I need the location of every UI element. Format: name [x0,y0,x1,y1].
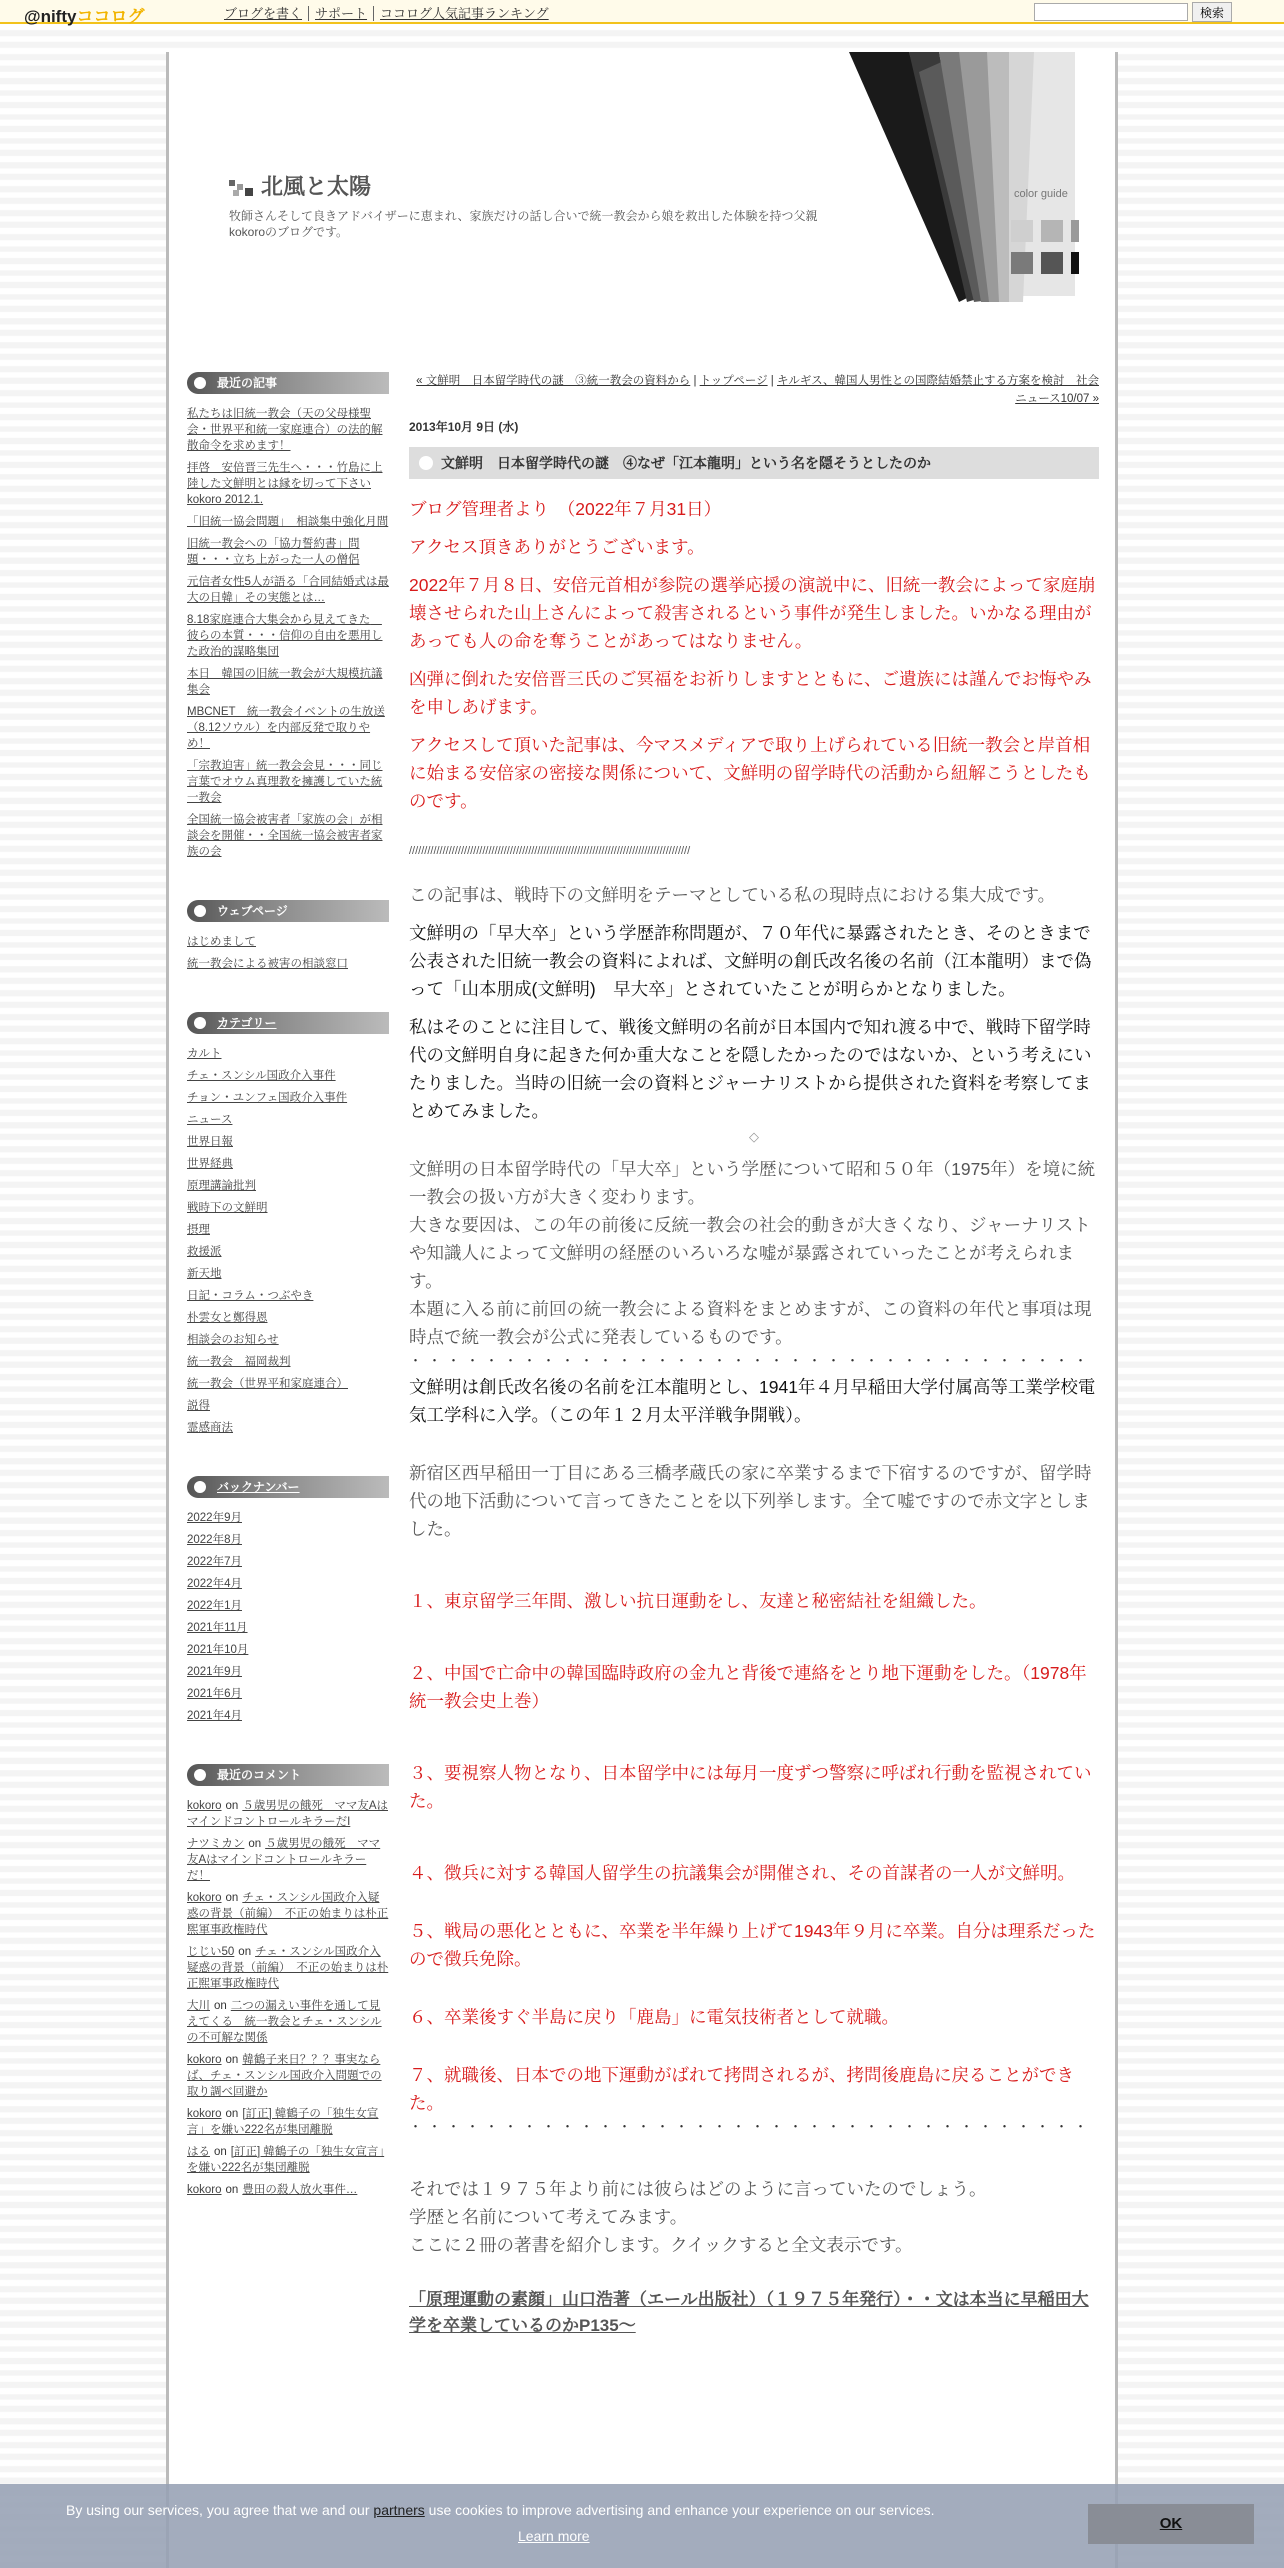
categories-list [187,1046,389,1436]
comment-post-link[interactable]: チェ・スンシル国政介入疑惑の背景（前編） 不正の始まりは朴正煕軍事政権時代 [187,1892,389,1936]
search-input[interactable] [1034,3,1188,21]
comment-author-link[interactable]: kokoro [187,2108,222,2120]
comment-item [187,1998,389,2046]
claim-item: ５、戦局の悪化とともに、卒業を半年繰り上げて1943年９月に卒業。自分は理系だったので徴兵免除。 [409,1921,1096,1969]
lodging-paragraph: 新宿区西早稲田一丁目にある三橋孝蔵氏の家に卒業するまで下宿するのですが、留学時代の地下活動について言ってきたことを以下列挙します。全て嘘ですので赤文字としました。 [409,1463,1092,1539]
comment-post-link[interactable]: 韓鶴子来日？？？事実ならば、チェ・スンシル国政介入問題での取り調べ回避か [187,2054,382,2098]
webpage-item [187,934,389,950]
condolence-paragraph: 凶弾に倒れた安倍晋三氏のご冥福をお祈りしますとともに、ご遺族には謹んでお悔やみを申しあげます。 [409,669,1092,717]
recent-post-item [187,406,389,454]
category-link[interactable]: 統一教会（世界平和家庭連合） [187,1378,348,1390]
claim-item: ４、徴兵に対する韓国人留学生の抗議集会が開催され、その首謀者の一人が文鮮明。 [409,1863,1076,1883]
category-link[interactable]: ニュース [187,1114,233,1126]
webpages-list [187,934,389,972]
cookie-banner [0,2484,1284,2568]
comment-item [187,1798,389,1830]
color-guide-label: color guide [1014,188,1068,200]
dotted-divider: ・・・・・・・・・・・・・・・・・・・・・・・・・・・・・・・・・・・・ [409,2119,1094,2134]
consider-paragraph: 学歴と名前について考えてみます。 [409,2207,688,2227]
backnumber-link[interactable]: 2022年8月 [187,1534,242,1546]
category-item [187,1068,389,1084]
color-guide-fan-icon [769,52,1079,302]
backnumber-list [187,1510,389,1724]
recent-posts-list [187,406,389,860]
backnumber-link[interactable]: 2022年1月 [187,1600,242,1612]
comment-author-link[interactable]: ナツミカン [187,1838,245,1850]
recent-post-link[interactable]: 拝啓 安倍晋三先生へ・・・竹島に上陸した文鮮明とは縁を切って下さい kokoro 2012.1. [187,462,383,506]
ranking-link[interactable]: ココログ人気記事ランキング [380,6,549,21]
top-page-link[interactable]: トップページ [699,375,768,387]
category-link[interactable]: チョン・ユンフェ国政介入事件 [187,1092,348,1104]
comment-post-link[interactable]: 二つの漏えい事件を通して見えてくる 統一教会とチェ・スンシルの不可解な関係 [187,2000,382,2044]
dotted-divider: ・・・・・・・・・・・・・・・・・・・・・・・・・・・・・・・・・・・・ [409,1353,1094,1368]
article-purpose-paragraph: アクセスして頂いた記事は、今マスメディアで取り上げられている旧統一教会と岸首相に始まる安倍家の密接な関係について、文鮮明の留学時代の活動から紐解こうとしたものです。 [409,735,1091,811]
backnumber-link[interactable]: 2022年9月 [187,1512,242,1524]
category-link[interactable]: チェ・スンシル国政介入事件 [187,1070,336,1082]
comment-author-link[interactable]: kokoro [187,1892,222,1904]
comment-post-link[interactable]: ５歳男児の餓死 ママ友Aはマインドコントロールキラーだ！ [187,1838,381,1882]
category-item [187,1156,389,1172]
separator-line: //////////////////////////////////////////////////////////////////////////////////////////// [409,845,691,857]
backnumber-link[interactable]: 2021年4月 [187,1710,242,1722]
recent-post-item [187,514,389,530]
webpage-item [187,956,389,972]
backnumber-item [187,1708,389,1724]
recent-post-link[interactable]: 「旧統一協会問題」 相談集中強化月間 [187,516,389,528]
blog-title-text: 北風と太陽 [261,174,372,199]
claim-item: ７、就職後、日本での地下運動がばれて拷問されるが、拷問後鹿島に戻ることができた。 [409,2065,1074,2113]
top-links [218,3,555,22]
claim-item: １、東京留学三年間、激しい抗日運動をし、友達と秘密結社を組織した。 [409,1591,987,1611]
category-item [187,1420,389,1436]
question-paragraph: それでは１９７５年より前には彼らはどのように言っていたのでしょう。 [409,2179,987,2199]
intro-paragraph: この記事は、戦時下の文鮮明をテーマとしている私の現時点における集大成です。 [409,885,1056,905]
recent-post-link[interactable]: 元信者女性5人が語る「合同結婚式は最大の日韓」その実態とは… [187,576,389,604]
incident-paragraph: 2022年７月８日、安倍元首相が参院の選挙応援の演説中に、旧統一教会によって家庭崩壊させられた山上さんによって殺害されるという事件が発生しました。いかなる理由があっても人の命を奪うことがあってはなりません。 [409,575,1096,651]
backnumber-link[interactable]: 2022年7月 [187,1556,242,1568]
backnumber-link[interactable]: 2021年9月 [187,1666,242,1678]
recent-post-link[interactable]: MBCNET 統一教会イベントの生放送（8.12ソウル）を内部反発で取りやめ！ [187,706,385,750]
category-item [187,1310,389,1326]
admin-note-heading: ブログ管理者より （2022年７月31日） [409,499,722,519]
category-link[interactable]: カルト [187,1048,222,1060]
comment-post-link[interactable]: チェ・スンシル国政介入疑惑の背景（前編） 不正の始まりは朴正煕軍事政権時代 [187,1946,389,1990]
comment-item [187,2052,389,2100]
category-link[interactable]: 朴雲女と鄭得恩 [187,1312,268,1324]
top-bar [0,0,1284,24]
backnumber-link[interactable]: 2021年10月 [187,1644,249,1656]
comment-post-link[interactable]: [訂正] 韓鶴子の「独生女宣言」を嫌い222名が集団離脱 [187,2146,385,2174]
recent-post-link[interactable]: 8.18家庭連合大集会から見えてきた 彼らの本質・・・信仰の自由を悪用した政治的謀略集団 [187,614,383,658]
recent-post-item [187,460,389,508]
backnumber-item [187,1642,389,1658]
backnumber-link[interactable]: 2021年6月 [187,1688,242,1700]
backnumber-item [187,1554,389,1570]
category-item [187,1134,389,1150]
cause-paragraph: 大きな要因は、この年の前後に反統一教会の社会的動きが大きくなり、ジャーナリストや知識人によって文鮮明の経歴のいろいろな嘘が暴露されていったことが考えられます。 [409,1215,1091,1291]
comment-on-text: on [225,1800,239,1812]
comment-author-link[interactable]: じじい50 [187,1946,235,1958]
backnumber-item [187,1532,389,1548]
cookie-text: By using our services, you agree that we and our partners use cookies to improve advertising and enhance your experience on our services. [66,2502,935,2518]
category-item [187,1354,389,1370]
comment-author-link[interactable]: はる [187,2146,210,2158]
support-link[interactable]: サポート [309,6,374,21]
webpage-link[interactable]: 統一教会による被害の相談窓口 [187,958,348,970]
backnumber-link[interactable]: 2022年4月 [187,1578,242,1590]
comment-author-link[interactable]: kokoro [187,1800,222,1812]
category-item [187,1200,389,1216]
category-item [187,1112,389,1128]
category-link[interactable]: 原理講論批判 [187,1180,256,1192]
summary-paragraph: 本題に入る前に前回の統一教会による資料をまとめますが、この資料の年代と事項は現時点で統一教会が公式に発表しているものです。 [409,1299,1092,1347]
comment-on-text: on [238,1946,252,1958]
thanks-paragraph: アクセス頂きありがとうございます。 [409,537,705,557]
category-item [187,1266,389,1282]
change-paragraph: 文鮮明の日本留学時代の「早大卒」という学歴について昭和５０年（1975年）を境に統一教会の扱い方が大きく変わります。 [409,1159,1096,1207]
blog-description: 牧師さんそして良きアドバイザーに恵まれ、家族だけの話し合いで統一教会から娘を救出した体験を持つ父親kokoroのブログです。 [229,209,818,239]
claim-item: ３、要視察人物となり、日本留学中には毎月一度ずつ警察に呼ばれ行動を監視されていた。 [409,1763,1092,1811]
recent-post-item [187,812,389,860]
comment-item [187,2106,389,2138]
focus-paragraph: 私はそのことに注目して、戦後文鮮明の名前が日本国内で知れ渡る中で、戦時下留学時代の文鮮明自身に起きた何か重大なことを隠したかったのではないか、という考えにいたりました。当時の旧統一会の資料とジャーナリストから提供された資料を考察してまとめてみました。 [409,1017,1092,1121]
categories-heading[interactable]: カテゴリー [187,1012,389,1034]
book-link[interactable]: 「原理運動の素顔」山口浩著（エール出版社）（１９７５年発行）・・文は本当に早稲田大学を卒業しているのかP135〜 [409,2290,1089,2335]
recent-post-link[interactable]: 私たちは旧統一教会（天の父母様聖会・世界平和統一家庭連合）の法的解散命令を求めます！ [187,408,383,452]
backnumber-item [187,1686,389,1702]
nifty-cocolog-logo[interactable] [24,2,144,27]
backnumber-item [187,1620,389,1636]
category-item [187,1332,389,1348]
main-content [409,372,1099,2339]
category-link[interactable]: 統一教会 福岡裁判 [187,1356,291,1368]
comment-post-link[interactable]: ５歳男児の餓死 ママ友AはマインドコントロールキラーだI [187,1800,388,1828]
comment-post-link[interactable]: 豊田の殺人放火事件… [242,2184,358,2196]
comment-item [187,1944,389,1992]
title-dots-icon [229,180,255,198]
cookie-ok-button[interactable]: OK [1088,2504,1254,2544]
sidebar [187,372,389,2238]
category-link[interactable]: 相談会のお知らせ [187,1334,279,1346]
page-container [166,52,1118,2568]
post-navigation: « 文鮮明 日本留学時代の謎 ③統一教会の資料から | トップページ | キルギス、韓国人男性との国際結婚禁止する方案を検討 社会ニュース10/07 » [416,375,1099,405]
comment-on-text: on [225,1892,239,1904]
category-item [187,1376,389,1392]
category-link[interactable]: 新天地 [187,1268,222,1280]
recent-comments-list [187,1798,389,2198]
category-item [187,1398,389,1414]
category-item [187,1244,389,1260]
comment-on-text: on [214,2000,227,2012]
logo-prefix: @nifty [24,7,77,26]
category-link[interactable]: 摂理 [187,1224,210,1236]
backnumber-item [187,1598,389,1614]
category-link[interactable]: 戦時下の文鮮明 [187,1202,268,1214]
prev-post-link[interactable]: « 文鮮明 日本留学時代の謎 ③統一教会の資料から [416,375,691,387]
backnumber-heading[interactable]: バックナンバー [187,1476,389,1498]
comment-on-text: on [214,2146,227,2158]
recent-post-link[interactable]: 本日 韓国の旧統一教会が大規模抗議集会 [187,668,383,696]
category-item [187,1178,389,1194]
blog-banner [169,52,1115,302]
books-intro-paragraph: ここに２冊の著書を紹介します。クイックすると全文表示です。 [409,2235,913,2255]
comment-author-link[interactable]: kokoro [187,2184,222,2196]
next-post-link[interactable]: キルギス、韓国人男性との国際結婚禁止する方案を検討 社会ニュース10/07 » [777,375,1099,405]
search-button[interactable]: 検索 [1192,2,1232,22]
category-item [187,1090,389,1106]
learn-more-link[interactable]: Learn more [518,2528,590,2544]
category-link[interactable]: 世界日報 [187,1136,233,1148]
comment-item [187,1890,389,1938]
backnumber-link[interactable]: 2021年11月 [187,1622,248,1634]
recent-post-link[interactable]: 旧統一教会への「協力誓約書」問題・・・立ち上がった一人の僧侶 [187,538,360,566]
recent-post-item [187,704,389,752]
comment-on-text: on [225,2054,239,2066]
comment-author-link[interactable]: 大川 [187,2000,210,2012]
claim-item: ２、中国で亡命中の韓国臨時政府の金九と背後で連絡をとり地下運動をした。（1978年統一教会史上巻） [409,1663,1087,1711]
recent-posts-heading: 最近の記事 [187,372,389,394]
comment-item [187,2182,389,2198]
recent-comments-heading: 最近のコメント [187,1764,389,1786]
enrollment-paragraph: 文鮮明は創氏改名後の名前を江本龍明とし、1941年４月早稲田大学付属高等工業学校電気工学科に入学。（この年１２月太平洋戦争開戦）。 [409,1377,1096,1425]
claim-item: ６、卒業後すぐ半島に戻り「鹿島」に電気技術者として就職。 [409,2007,899,2027]
comment-on-text: on [248,1838,262,1850]
category-link[interactable]: 救援派 [187,1246,222,1258]
comment-item [187,2144,389,2176]
recent-post-item [187,574,389,606]
post-title: 文鮮明 日本留学時代の謎 ④なぜ「江本龍明」という名を隠そうとしたのか [409,447,1099,479]
recent-post-item [187,758,389,806]
category-link[interactable]: 日記・コラム・つぶやき [187,1290,314,1302]
comment-on-text: on [225,2108,239,2120]
comment-author-link[interactable]: kokoro [187,2054,222,2066]
webpage-link[interactable]: はじめまして [187,936,256,948]
partners-link[interactable]: partners [373,2502,425,2518]
webpages-heading: ウェブページ [187,900,389,922]
backnumber-item [187,1510,389,1526]
backnumber-item [187,1576,389,1592]
category-item [187,1046,389,1062]
category-link[interactable]: 説得 [187,1400,210,1412]
comment-post-link[interactable]: [訂正] 韓鶴子の「独生女宣言」を嫌い222名が集団離脱 [187,2108,379,2136]
logo-suffix: ココログ [76,7,145,26]
diamond-divider: ◇ [749,1129,759,1144]
degree-paragraph: 文鮮明の「早大卒」という学歴詐称問題が、７０年代に暴露されたとき、そのときまで公表された旧統一教会の資料によれば、文鮮明の創氏改名後の名前（江本龍明）まで偽って「山本朋成(文鮮明) 早大卒」とされていたことが明らかとなりました。 [409,923,1092,999]
recent-post-item [187,612,389,660]
category-item [187,1222,389,1238]
category-item [187,1288,389,1304]
recent-post-item [187,536,389,568]
category-link[interactable]: 世界経典 [187,1158,233,1170]
comment-item [187,1836,389,1884]
recent-post-item [187,666,389,698]
category-link[interactable]: 霊感商法 [187,1422,233,1434]
recent-post-link[interactable]: 全国統一協会被害者「家族の会」が相談会を開催・・全国統一協会被害者家族の会 [187,814,383,858]
write-blog-link[interactable]: ブログを書く [218,6,309,21]
blog-title[interactable] [229,170,371,201]
post-date: 2013年10月 9日 (水) [409,420,519,434]
recent-post-link[interactable]: 「宗教迫害」統一教会会見・・・同じ言葉でオウム真理教を擁護していた統一教会 [187,760,383,804]
comment-on-text: on [225,2184,239,2196]
backnumber-item [187,1664,389,1680]
